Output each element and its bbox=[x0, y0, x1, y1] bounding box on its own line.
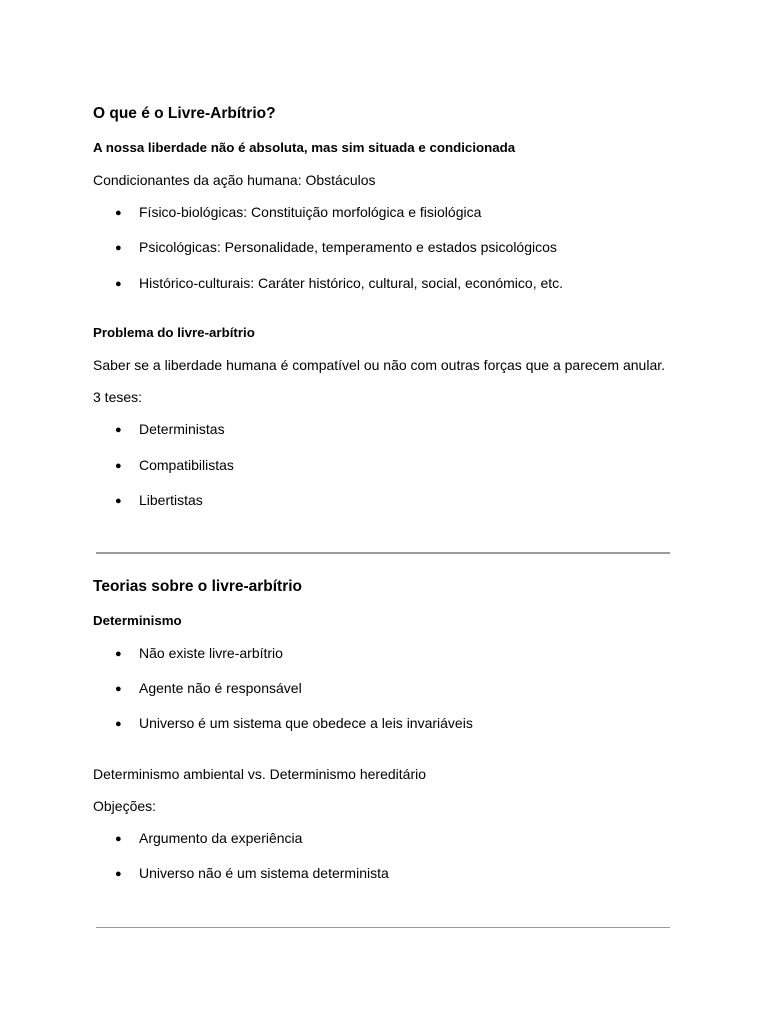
bullet-icon: ● bbox=[115, 868, 122, 880]
bullet-icon: ● bbox=[115, 648, 122, 660]
section-divider bbox=[96, 552, 670, 554]
intro-condicionantes: Condicionantes da ação humana: Obstáculos bbox=[93, 172, 376, 188]
determinism-types: Determinismo ambiental vs. Determinismo hereditário bbox=[93, 766, 427, 782]
list-item-deterministas: Deterministas bbox=[139, 421, 225, 437]
list-item-libertistas: Libertistas bbox=[139, 492, 203, 508]
problem-description: Saber se a liberdade humana é compatível ou não com outras forças que a parecem anular. bbox=[93, 357, 666, 373]
list-item-nao-existe-livre-arbitrio: Não existe livre-arbítrio bbox=[139, 645, 283, 661]
section-title-teorias: Teorias sobre o livre-arbítrio bbox=[93, 578, 303, 595]
bullet-icon: ● bbox=[115, 207, 122, 219]
list-item-argumento-experiencia: Argumento da experiência bbox=[139, 830, 303, 846]
section-title-livre-arbitrio: O que é o Livre-Arbítrio? bbox=[93, 105, 276, 122]
list-item-fisico-biologicas: Físico-biológicas: Constituição morfológica e fisiológica bbox=[139, 204, 482, 220]
bullet-icon: ● bbox=[115, 833, 122, 845]
list-item-historico-culturais: Histórico-culturais: Caráter histórico, cultural, social, económico, etc. bbox=[139, 275, 564, 291]
bullet-icon: ● bbox=[115, 683, 122, 695]
list-item-universo-leis-invariaveis: Universo é um sistema que obedece a leis invariáveis bbox=[139, 715, 473, 731]
bullet-icon: ● bbox=[115, 424, 122, 436]
bullet-icon: ● bbox=[115, 242, 122, 254]
bullet-icon: ● bbox=[115, 495, 122, 507]
theses-label: 3 teses: bbox=[93, 389, 143, 405]
list-item-compatibilistas: Compatibilistas bbox=[139, 457, 234, 473]
list-item-psicologicas: Psicológicas: Personalidade, temperamento e estados psicológicos bbox=[139, 239, 557, 255]
bullet-icon: ● bbox=[115, 460, 122, 472]
list-item-agente-nao-responsavel: Agente não é responsável bbox=[139, 680, 302, 696]
section-divider bbox=[96, 927, 670, 928]
bullet-icon: ● bbox=[115, 718, 122, 730]
subtitle-liberdade-situada: A nossa liberdade não é absoluta, mas sim situada e condicionada bbox=[93, 140, 516, 155]
list-item-universo-nao-determinista: Universo não é um sistema determinista bbox=[139, 865, 389, 881]
heading-determinismo: Determinismo bbox=[93, 613, 182, 628]
bullet-icon: ● bbox=[115, 278, 122, 290]
objections-label: Objeções: bbox=[93, 798, 157, 814]
heading-problema-livre-arbitrio: Problema do livre-arbítrio bbox=[93, 325, 255, 340]
